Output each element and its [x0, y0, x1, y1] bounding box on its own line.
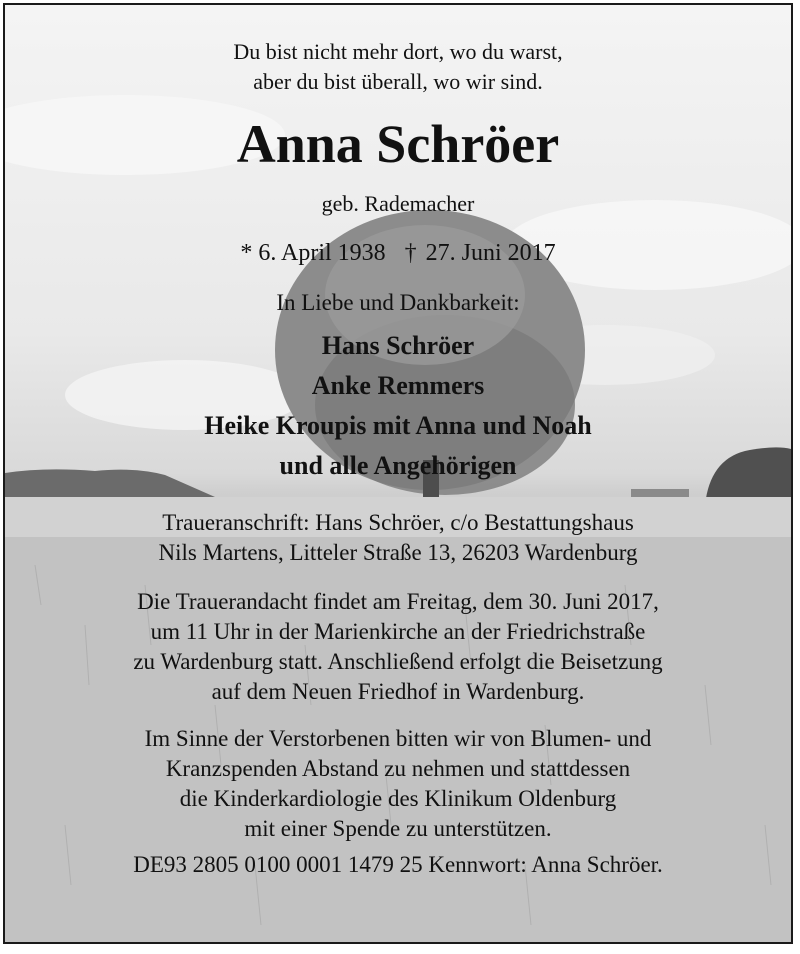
donation-line: die Kinderkardiologie des Klinikum Oldenburg	[179, 786, 617, 811]
life-dates	[5, 238, 791, 268]
address-line: Traueranschrift: Hans Schröer, c/o Bestattungshaus	[162, 510, 634, 535]
mourning-address	[5, 508, 791, 568]
ceremony-line: Die Trauerandacht findet am Freitag, dem 30. Juni 2017,	[137, 589, 659, 614]
mourner-name: Anke Remmers	[311, 371, 485, 400]
mourner-name: und alle Angehörigen	[279, 451, 517, 480]
donation-line: mit einer Spende zu unterstützen.	[244, 816, 552, 841]
bank-details: DE93 2805 0100 0001 1479 25 Kennwort: Anna Schröer.	[133, 852, 663, 877]
motto-line: Du bist nicht mehr dort, wo du warst,	[233, 39, 563, 64]
mourners-list	[5, 326, 791, 486]
donation-request	[5, 724, 791, 844]
motto-line: aber du bist überall, wo wir sind.	[253, 69, 543, 94]
dagger-icon: †	[404, 240, 417, 266]
donation-line: Kranzspenden Abstand zu nehmen und stattdessen	[165, 756, 631, 781]
death-date: 27. Juni 2017	[425, 240, 556, 266]
mourner-name: Heike Kroupis mit Anna und Noah	[204, 411, 592, 440]
address-line: Nils Martens, Litteler Straße 13, 26203 Wardenburg	[158, 540, 638, 565]
ceremony-info	[5, 587, 791, 707]
ceremony-line: um 11 Uhr in der Marienkirche an der Friedrichstraße	[150, 619, 646, 644]
obituary-notice	[3, 3, 793, 944]
ceremony-line: zu Wardenburg statt. Anschließend erfolgt die Beisetzung	[133, 649, 663, 674]
notice-content	[5, 5, 791, 880]
deceased-name: Anna Schröer	[236, 114, 560, 174]
motto-verse	[5, 5, 791, 97]
donation-line: Im Sinne der Verstorbenen bitten wir von Blumen- und	[144, 726, 652, 751]
ceremony-line: auf dem Neuen Friedhof in Wardenburg.	[211, 679, 585, 704]
mourners-intro: In Liebe und Dankbarkeit:	[276, 290, 520, 315]
birth-name: geb. Rademacher	[321, 191, 475, 216]
mourner-name: Hans Schröer	[321, 331, 475, 360]
birth-date: * 6. April 1938	[240, 240, 386, 266]
